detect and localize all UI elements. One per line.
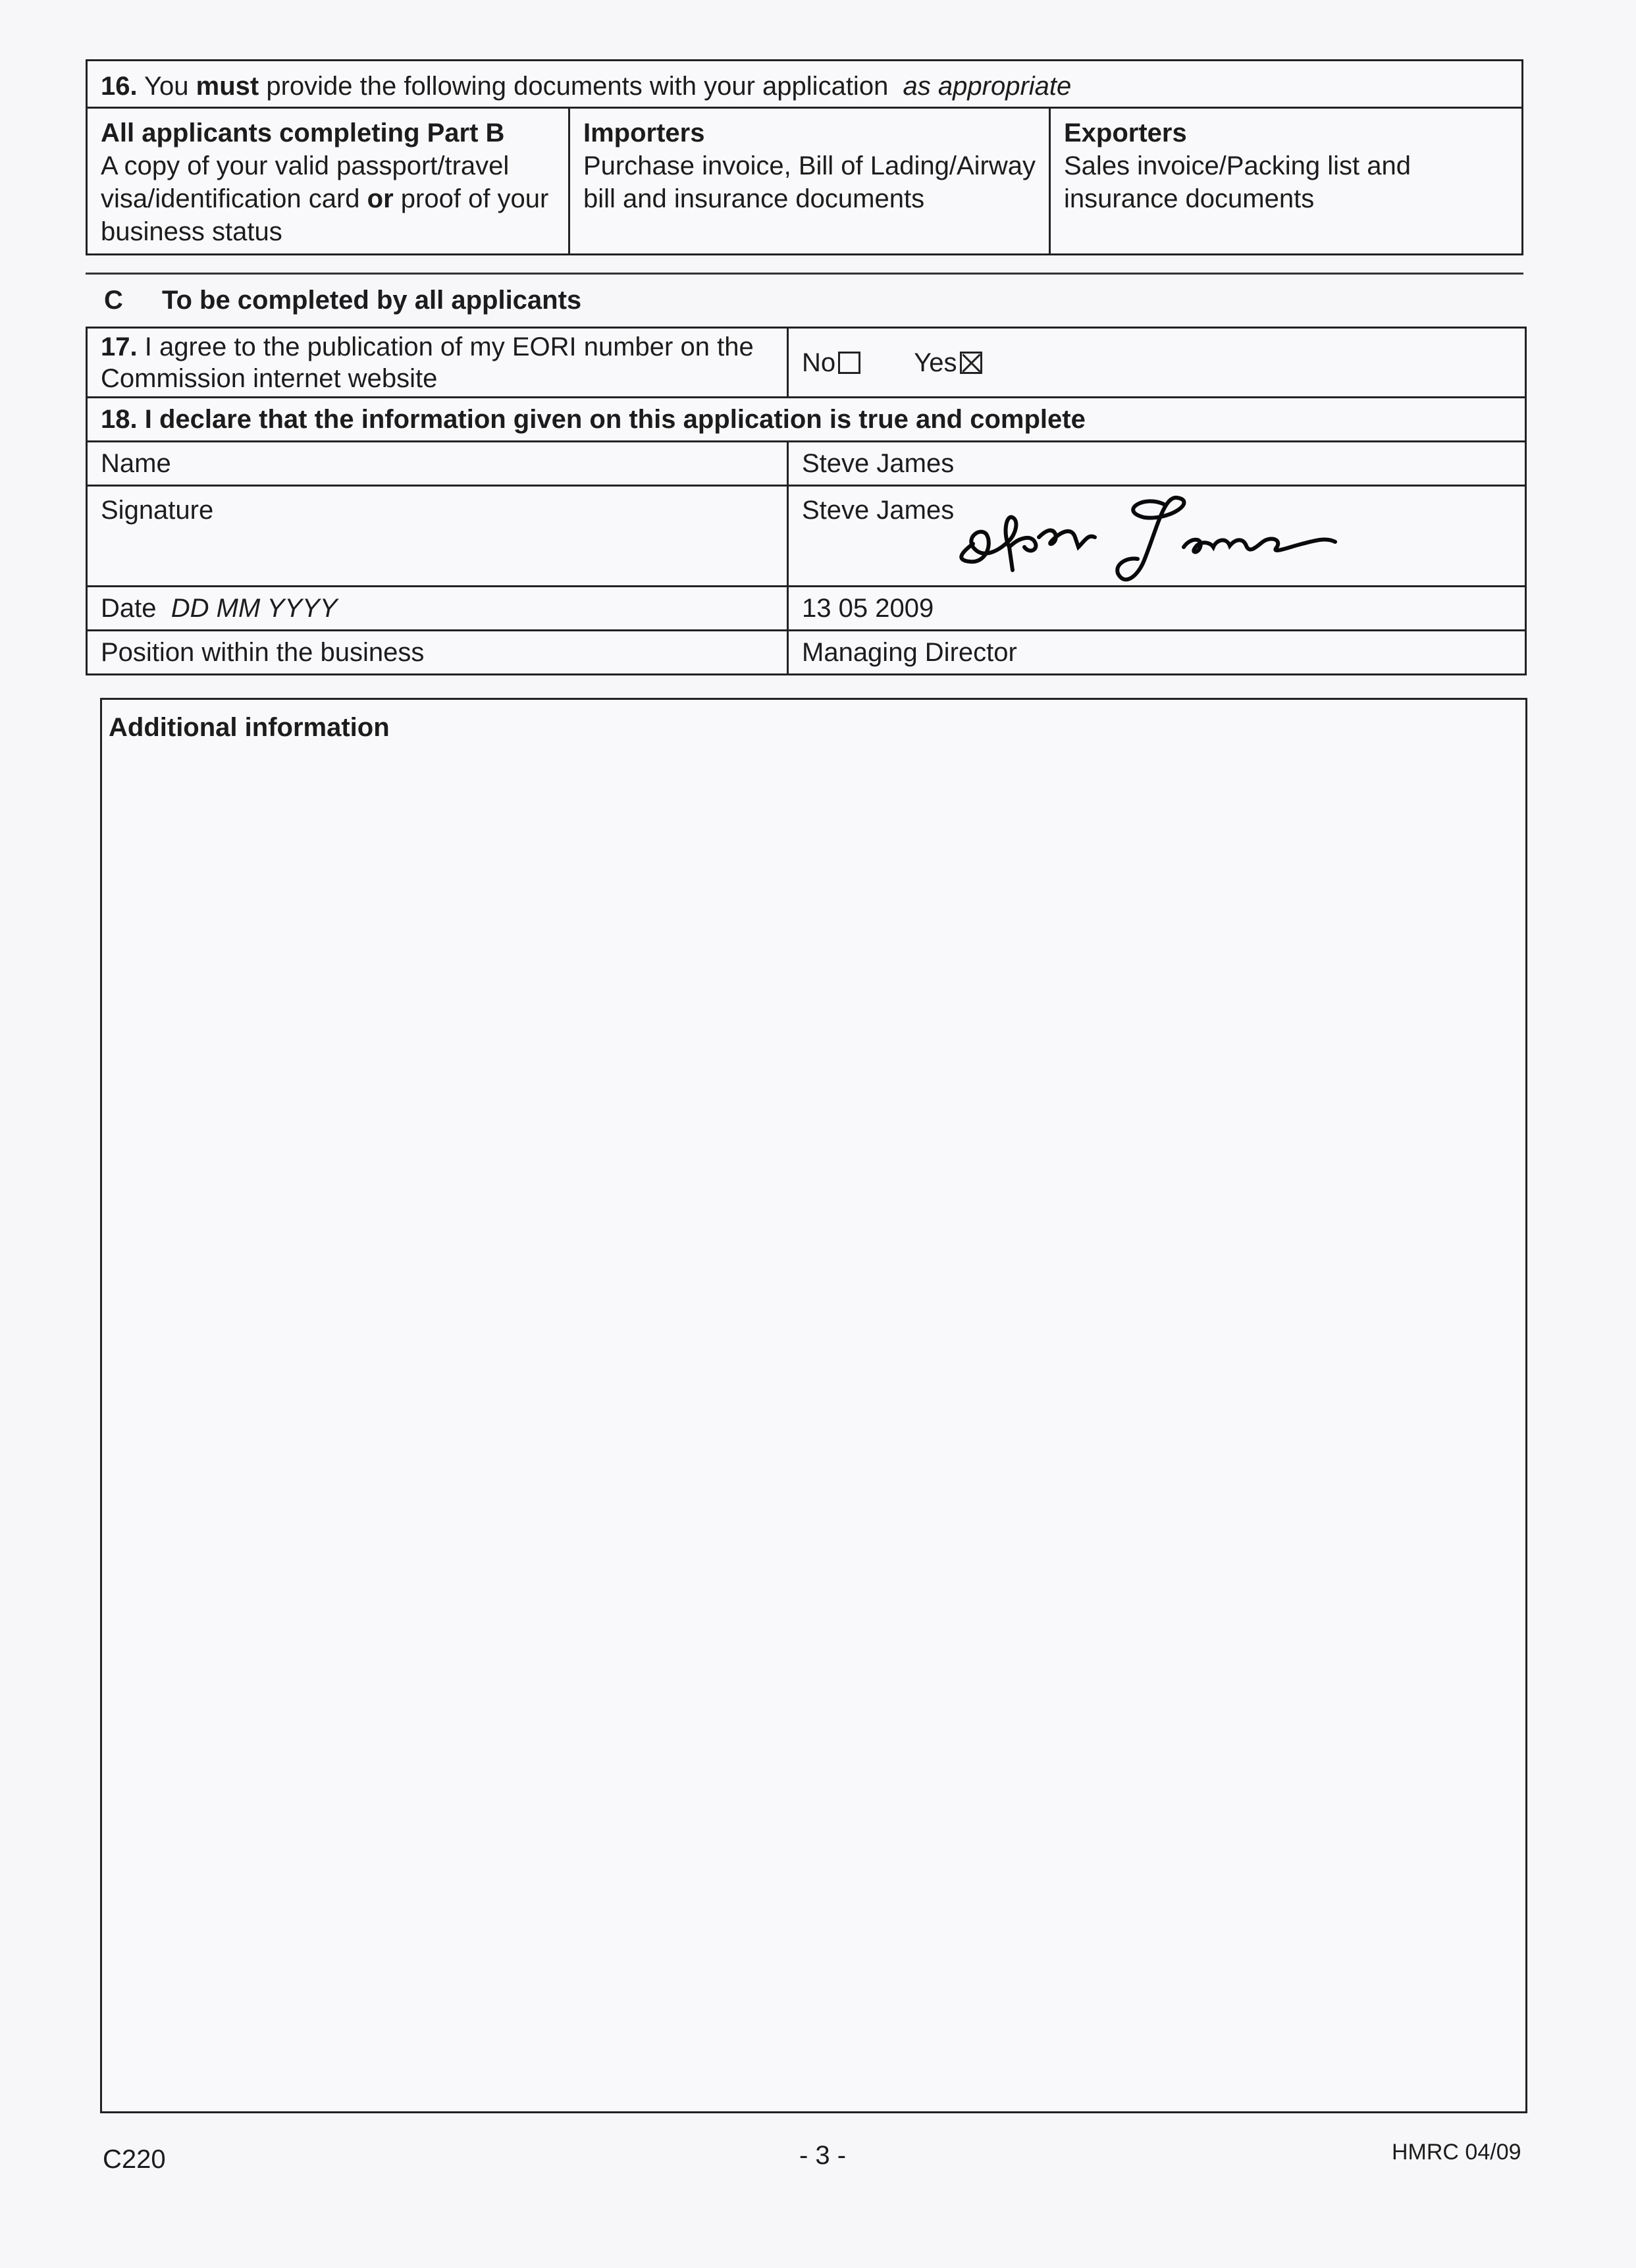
section-16-documents — [86, 59, 1523, 255]
question-17-text — [87, 328, 788, 398]
date-field[interactable]: 13 05 2009 — [788, 587, 1526, 631]
yes-checkbox[interactable] — [960, 352, 982, 374]
no-option[interactable] — [802, 347, 860, 379]
signature-label: Signature — [87, 486, 788, 587]
applicants-text-post: proof of your business status — [101, 184, 549, 246]
question-17-options — [788, 328, 1526, 398]
importers-column-title: Importers — [583, 119, 705, 147]
section-16-heading-italic: as appropriate — [903, 72, 1072, 101]
name-label: Name — [87, 442, 788, 486]
section-16-heading-post: provide the following documents with your application — [266, 72, 889, 101]
exporters-column — [1051, 109, 1521, 255]
additional-information-title: Additional information — [109, 713, 390, 742]
date-format-hint: DD MM YYYY — [171, 593, 338, 623]
name-row — [87, 442, 1526, 486]
position-row — [87, 631, 1526, 675]
applicants-column-text — [101, 149, 555, 248]
section-16-heading — [88, 61, 1521, 109]
handwritten-signature — [947, 481, 1394, 593]
section-16-heading-bold: must — [196, 72, 259, 101]
applicants-column-title: All applicants completing Part B — [101, 119, 505, 147]
signature-row — [87, 486, 1526, 587]
question-18-text: 18. I declare that the information given on this application is true and complete — [87, 398, 1526, 442]
section-16-columns — [88, 109, 1521, 255]
importers-column — [570, 109, 1051, 255]
no-checkbox[interactable] — [838, 352, 860, 374]
importers-column-text: Purchase invoice, Bill of Lading/Airway bill and insurance documents — [583, 151, 1036, 213]
section-16-heading-pre: You — [144, 72, 189, 101]
section-c-letter: C — [104, 286, 123, 315]
yes-option[interactable] — [914, 347, 982, 379]
exporters-column-text: Sales invoice/Packing list and insurance documents — [1064, 151, 1411, 213]
question-17-label: I agree to the publication of my EORI number on the Commission internet website — [101, 332, 754, 393]
section-c-heading — [104, 286, 581, 315]
position-field[interactable]: Managing Director — [788, 631, 1526, 675]
question-17-row — [87, 328, 1526, 398]
yes-label: Yes — [914, 348, 957, 377]
page-number: - 3 - — [799, 2141, 847, 2170]
signature-typed-name: Steve James — [802, 496, 955, 525]
applicants-text-bold: or — [367, 184, 394, 213]
date-label: Date — [101, 593, 157, 623]
applicants-text-pre: A copy of your valid passport/travel visa/identification card — [101, 151, 510, 213]
exporters-column-title: Exporters — [1064, 119, 1187, 147]
applicants-column — [88, 109, 570, 255]
no-label: No — [802, 348, 836, 377]
position-label: Position within the business — [87, 631, 788, 675]
date-label-cell — [87, 587, 788, 631]
declaration-table — [86, 327, 1527, 675]
section-divider — [86, 273, 1523, 275]
name-field[interactable]: Steve James — [788, 442, 1526, 486]
form-code: C220 — [103, 2145, 166, 2174]
signature-wrap — [802, 496, 1512, 525]
section-16-number: 16. — [101, 72, 138, 101]
question-17-number: 17. — [101, 332, 138, 361]
signature-field[interactable] — [788, 486, 1526, 587]
additional-information-box[interactable] — [100, 698, 1527, 2113]
form-version: HMRC 04/09 — [1392, 2140, 1521, 2165]
question-18-row — [87, 398, 1526, 442]
section-c-title: To be completed by all applicants — [162, 286, 582, 315]
